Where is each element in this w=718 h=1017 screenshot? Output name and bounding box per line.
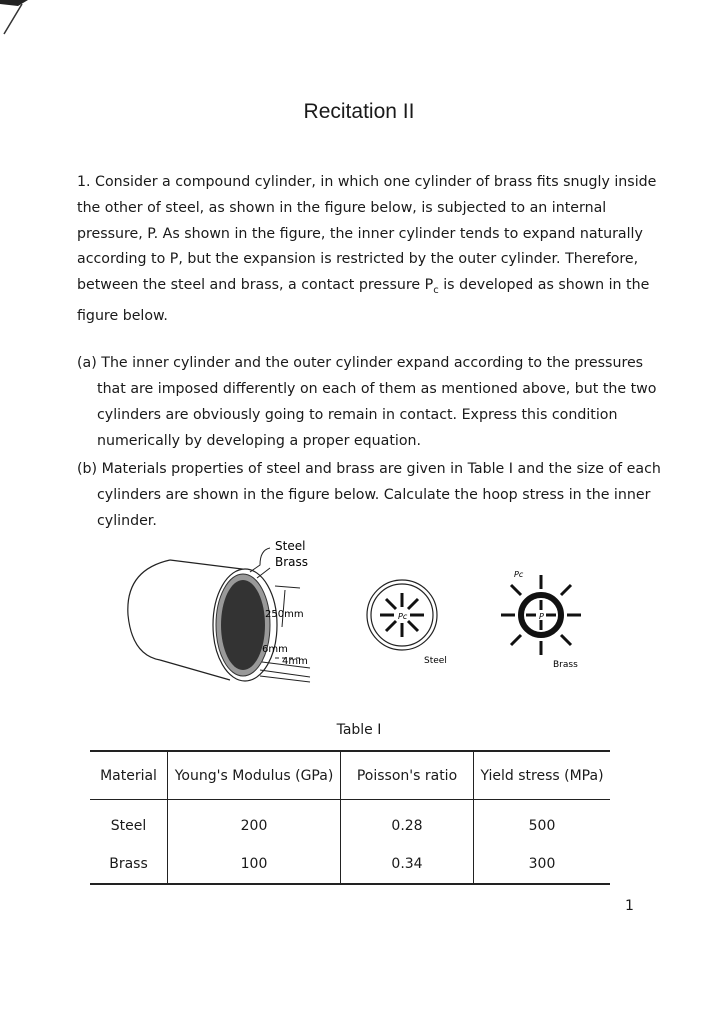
- cell-yield-stress: 500: [474, 800, 611, 846]
- table-caption: Table I: [336, 722, 382, 738]
- dim-diameter: 250mm: [265, 609, 304, 620]
- brass-inner-pressure-label: P: [539, 612, 544, 621]
- cell-yield-stress: 300: [474, 845, 611, 884]
- steel-contact-pressure-label: Pc: [398, 612, 408, 621]
- part-a: (a) The inner cylinder and the outer cylinder expand according to the pressures that are imposed differently on each of them as mentioned above, but the two cylinders are obviously going to remain in contact. Express this condition numerically by developing a proper equation.: [77, 355, 657, 449]
- header-yield-stress: Yield stress (MPa): [474, 751, 611, 800]
- steel-caption: Steel: [424, 656, 447, 666]
- part-b: (b) Materials properties of steel and brass are given in Table I and the size of each cylinders are shown in the figure below. Calculate the hoop stress in the inner cylinder.: [77, 461, 661, 529]
- steel-pressure-diagram: [367, 580, 447, 666]
- cell-poissons-ratio: 0.28: [341, 800, 474, 846]
- header-youngs-modulus: Young's Modulus (GPa): [168, 751, 341, 800]
- cell-material: Steel: [110, 818, 147, 834]
- brass-caption: Brass: [553, 660, 578, 670]
- cell-poissons-ratio: 0.34: [341, 845, 474, 884]
- dim-thickness-1: 6mm: [262, 644, 288, 655]
- label-steel: Steel: [275, 539, 306, 553]
- cell-youngs-modulus: 200: [168, 800, 341, 846]
- header-material: Material: [90, 751, 168, 800]
- brass-contact-pressure-label: Pc: [514, 570, 524, 579]
- table-row: [90, 800, 610, 846]
- compound-cylinder-figure: [110, 530, 600, 700]
- brass-pressure-diagram: [501, 570, 581, 670]
- label-brass: Brass: [275, 555, 309, 569]
- page-title: Recitation II: [303, 100, 415, 123]
- problem-intro: 1. Consider a compound cylinder, in which one cylinder of brass fits snugly inside the other of steel, as shown in the figure below, is subjected to an internal pressure, P. As shown in the figure, the inner cylinder tends to expand naturally according to P, but the expansion is restricted by the outer cylinder. Therefore, between the steel and brass, a contact pressure $P_c$ is developed as shown in the figure below.: [77, 174, 657, 324]
- header-poissons-ratio: Poisson's ratio: [341, 751, 474, 800]
- dim-thickness-2: 4mm: [282, 656, 308, 667]
- scan-corner-mark: [0, 0, 40, 40]
- page-number: 1: [625, 898, 634, 914]
- material-properties-table: [90, 750, 610, 885]
- table-row: [90, 845, 610, 884]
- cell-youngs-modulus: 100: [168, 845, 341, 884]
- cell-material: Brass: [90, 845, 168, 884]
